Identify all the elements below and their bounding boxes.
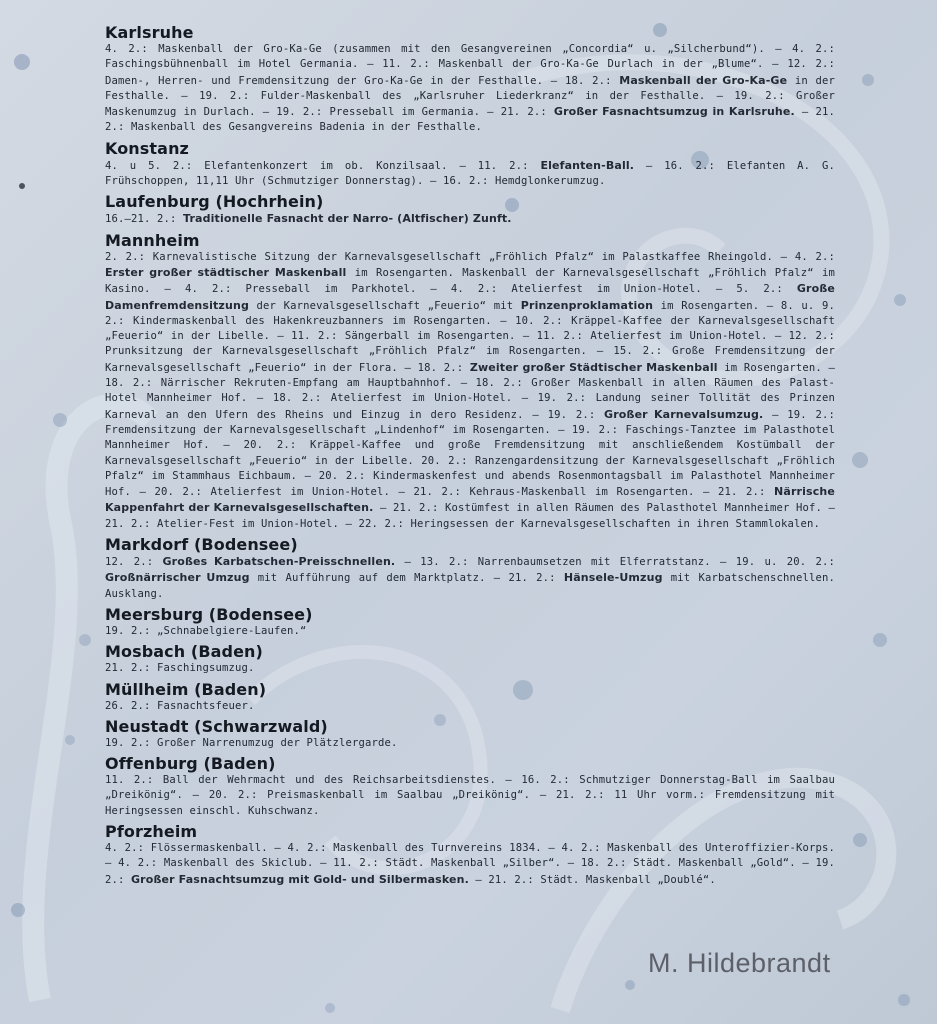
event-highlight: Großer Karnevalsumzug. <box>604 407 764 421</box>
confetti-dot <box>894 294 906 306</box>
event-text: 19. 2.: Großer Narrenumzug der Plätzlergarde. <box>105 736 398 749</box>
city-heading: Karlsruhe <box>105 23 194 42</box>
city-section <box>105 20 835 136</box>
city-section <box>105 136 835 190</box>
event-highlight: Zweiter großer Städtischer Maskenball <box>469 360 718 374</box>
event-entries <box>105 624 835 639</box>
confetti-dot <box>14 54 30 70</box>
event-text: — 19. 2.: Fremdensitzung der Karnevalsgesellschaft „Lindenhof“ im Rosengarten. — 19. 2.: Faschings-Tanztee im Palasthotel Mannheimer Hof. — 20. 2.: Kräppel-Kaffee und große Fremdensitzung mit anschließendem Kostümball der Karnevalsgesellschaft „Feuerio“ in der Libelle. 20. 2.: Ranzengardensitzung der Karnevalsgesellschaft „Fröhlich Pfalz“ im Stammhaus Eichbaum. — 20. 2.: Kindermaskenfest und abends Rosenmontagsball im Palasthotel Mannheimer Hof. — 20. 2.: Atelierfest im Union-Hotel. — 21. 2.: Kehraus-Maskenball im Rosengarten. — 21. 2.: <box>105 408 836 499</box>
confetti-dot <box>862 74 874 86</box>
event-entries <box>105 250 835 532</box>
city-section <box>105 532 835 602</box>
city-section <box>105 189 835 227</box>
city-heading: Konstanz <box>105 138 189 158</box>
city-section <box>105 714 835 751</box>
event-text: 4. 2.: Maskenball der Gro-Ka-Ge (zusammen mit den Gesangvereinen „Concordia“ u. „Silcherbund“). — <box>105 43 793 55</box>
event-text: — 21. 2.: Städt. Maskenball „Doublé“. <box>468 873 716 886</box>
event-text: 4. 2.: Faschingsbühnenball im Hotel Germania. — 11. 2.: Maskenball der Gro-Ka-Ge Durlach in der „Blume“. — 12. 2.: Damen-, Herren- und Fremdensitzung der Gro-Ka-Ge in der Festhalle. — 18. 2.: <box>105 43 835 87</box>
event-text: — 21. 2.: Maskenball des Gesangvereins Badenia in der Festhalle. <box>105 106 836 134</box>
event-text: 26. 2.: Fasnachtsfeuer. <box>105 699 255 712</box>
event-highlight: Großnärrischer Umzug <box>105 571 250 585</box>
event-text: der Karnevalsgesellschaft „Feuerio“ mit <box>248 299 521 312</box>
event-text: 12. 2.: <box>105 556 163 569</box>
event-entries <box>105 211 835 227</box>
confetti-dot <box>853 833 867 847</box>
confetti-dot <box>53 413 67 427</box>
city-section <box>105 602 835 639</box>
city-heading: Mannheim <box>105 230 200 250</box>
event-text: in der Festhalle. — 19. 2.: Fulder-Maskenball des „Karlsruher Liederkranz“ in der Festhalle. — 19. 2.: Großer Maskenumzug in Durlach. — 19. 2.: Presseball im Germania. — 21. 2.: <box>105 74 836 119</box>
event-entries <box>105 42 835 136</box>
city-heading: Laufenburg (Hochrhein) <box>105 192 324 212</box>
event-text: — 13. 2.: Narrenbaumsetzen mit Elferratstanz. — 19. u. 20. 2.: <box>395 556 835 569</box>
confetti-dot <box>11 903 25 917</box>
event-highlight: Hänsele-Umzug <box>563 571 663 585</box>
event-text: im Rosengarten. — 8. u. 9. 2.: Kindermaskenball des Hakenkreuzbanners im Rosengarten. — 10. 2.: Kräppel-Kaffee der Karnevalsgesellschaft „Feuerio“ in der Libelle. — 11. 2.: Sängerball im Rosengarten. — 11. 2.: Atelierfest im Union-Hotel. — 12. 2.: Prunksitzung der Karnevalsgesellschaft „Fröhlich Pfalz“ im Rosengarten. — 15. 2.: Große Fremdensitzung der Karnevalsgesellschaft „Feuerio“ in der Flora. — 18. 2.: <box>105 299 835 374</box>
event-highlight: Große Damenfremdensitzung <box>105 282 835 312</box>
event-text: 11. 2.: Ball der Wehrmacht und des Reichsarbeitsdienstes. — 16. 2.: Schmutziger Donnerstag-Ball im Saalbau „Dreikönig“. — 20. 2.: Preismaskenball im Saalbau „Dreikönig“. — 21. 2.: 11 Uhr vorm.: Fremdensitzung mit Heringsessen einschl. Kuhschwanz. <box>105 774 835 817</box>
confetti-dot <box>625 980 635 990</box>
event-text: — 21. 2.: Kostümfest in allen Räumen des Palasthotel Mannheimer Hof. — 21. 2.: Atelier-Fest im Union-Hotel. — 22. 2.: Heringsessen der Karnevalsgesellschaften in ihren Stammlokalen. <box>105 502 836 530</box>
confetti-dot <box>79 634 91 646</box>
confetti-dot <box>852 452 868 468</box>
event-text: 19. 2.: „Schnabelgiere-Laufen.“ <box>105 624 307 637</box>
event-text: 16.—21. 2.: <box>105 213 183 226</box>
event-entries <box>105 736 835 751</box>
confetti-dot <box>19 183 25 189</box>
event-text: im Rosengarten. — 18. 2.: Närrischer Rekruten-Empfang am Hauptbahnhof. — 18. 2.: Großer Maskenball in allen Räumen des Palast-Hotel Mannheimer Hof. — 18. 2.: Atelierfest im Union-Hotel. — 19. 2.: Landung seiner Tollität des Prinzen Karneval an den Ufern des Rheins und Einzug in dero Residenz. — 19. 2.: <box>105 361 835 421</box>
city-heading: Markdorf (Bodensee) <box>105 535 298 555</box>
event-text: — 16. 2.: Elefanten A. G. Frühschoppen, 11,11 Uhr (Schmutziger Donnerstag). — 16. 2.: Hemdglonkerumzug. <box>105 159 835 188</box>
event-highlight: Großes Karbatschen-Preisschnellen. <box>162 555 396 569</box>
event-highlight: Elefanten-Ball. <box>540 158 635 172</box>
event-text: mit Karbatschenschnellen. Ausklang. <box>105 572 835 600</box>
event-text: im Rosengarten. Maskenball der Karnevalsgesellschaft „Fröhlich Pfalz“ im Kasino. — 4. 2.: Presseball im Parkhotel. — 4. 2.: Atelierfest im Union-Hotel. — 5. 2.: <box>105 266 835 296</box>
event-text: 4. u 5. 2.: Elefantenkonzert im ob. Konzilsaal. — 11. 2.: <box>105 159 541 172</box>
event-entries <box>105 554 835 602</box>
city-section <box>105 751 835 819</box>
confetti-dot <box>898 994 910 1006</box>
event-text: 2. 2.: Karnevalistische Sitzung der Karnevalsgesellschaft „Fröhlich Pfalz“ im Palastkaffee Rheingold. — 4. 2.: <box>105 250 835 263</box>
event-highlight: Großer Fasnachtsumzug in Karlsruhe. <box>553 105 795 119</box>
event-entries <box>105 661 835 676</box>
city-heading: Pforzheim <box>105 821 198 841</box>
event-highlight: Närrische Kappenfahrt der Karnevalsgesellschaften. <box>105 485 835 515</box>
event-entries <box>105 841 835 888</box>
confetti-dot <box>325 1003 335 1013</box>
event-highlight: Traditionelle Fasnacht der Narro- (Altfischer) Zunft. <box>183 212 512 226</box>
city-section <box>105 677 835 714</box>
event-highlight: Erster großer städtischer Maskenball <box>105 265 347 279</box>
event-text: mit Aufführung auf dem Marktplatz. — 21. 2.: <box>249 572 564 585</box>
watermark: M. Hildebrandt <box>648 948 831 978</box>
event-listing <box>105 20 835 888</box>
event-text: 4. 2.: Flössermaskenball. — 4. 2.: Maskenball des Turnvereins 1834. — 4. 2.: Maskenball des Unteroffizier-Korps. — 4. 2.: Maskenball des Skiclub. — 11. 2.: Städt. Maskenball „Silber“. — 18. 2.: Städt. Maskenball „Gold“. — 19. 2.: <box>105 841 835 886</box>
event-highlight: Maskenball der Gro-Ka-Ge <box>619 73 788 87</box>
event-highlight: Prinzenproklamation <box>520 298 654 312</box>
city-section <box>105 639 835 676</box>
event-entries <box>105 773 835 819</box>
city-section <box>105 819 835 888</box>
event-entries <box>105 699 835 714</box>
confetti-dot <box>65 735 75 745</box>
event-entries <box>105 158 835 190</box>
city-heading: Meersburg (Bodensee) <box>105 604 313 624</box>
city-section <box>105 228 835 532</box>
city-heading: Neustadt (Schwarzwald) <box>105 716 328 736</box>
event-highlight: Großer Fasnachtsumzug mit Gold- und Silbermasken. <box>131 872 469 886</box>
city-heading: Mosbach (Baden) <box>105 642 263 662</box>
city-heading: Offenburg (Baden) <box>105 754 276 774</box>
city-heading: Müllheim (Baden) <box>105 679 267 699</box>
event-text: 21. 2.: Faschingsumzug. <box>105 662 255 675</box>
confetti-dot <box>873 633 887 647</box>
